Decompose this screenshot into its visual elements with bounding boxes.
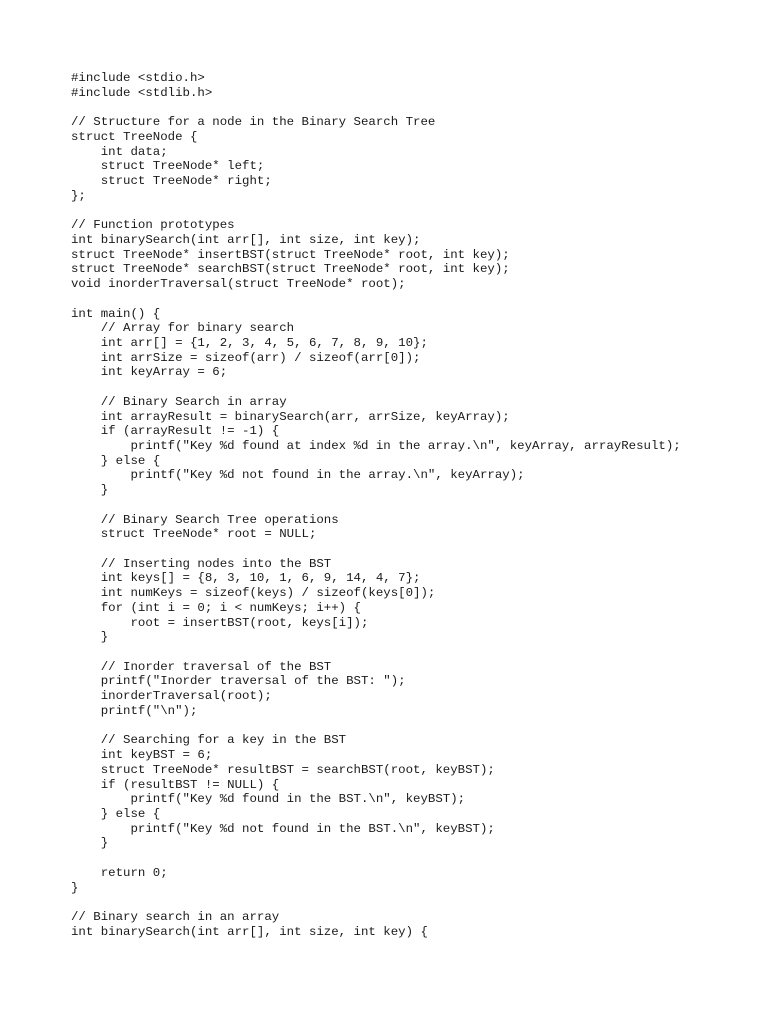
code-line: if (arrayResult != -1) { <box>71 424 280 439</box>
code-line: printf("Inorder traversal of the BST: "); <box>71 674 406 689</box>
code-line: } <box>71 630 109 645</box>
code-line <box>71 292 681 307</box>
code-block <box>71 71 681 939</box>
code-line: } <box>71 836 109 851</box>
code-line: // Structure for a node in the Binary Search Tree <box>71 115 436 130</box>
code-line: int arr[] = {1, 2, 3, 4, 5, 6, 7, 8, 9, 10}; <box>71 335 428 350</box>
code-line <box>71 498 681 513</box>
code-line: struct TreeNode* insertBST(struct TreeNode* root, int key); <box>71 247 510 262</box>
code-line: // Inorder traversal of the BST <box>71 659 332 674</box>
code-line: printf("Key %d found at index %d in the array.\n", keyArray, arrayResult); <box>71 438 681 453</box>
code-line: int keyArray = 6; <box>71 365 228 380</box>
code-line: struct TreeNode { <box>71 129 198 144</box>
code-line <box>71 100 681 115</box>
code-line: struct TreeNode* searchBST(struct TreeNode* root, int key); <box>71 262 510 277</box>
code-line: } else { <box>71 806 161 821</box>
code-line: // Array for binary search <box>71 321 295 336</box>
code-line <box>71 851 681 866</box>
code-line: for (int i = 0; i < numKeys; i++) { <box>71 600 361 615</box>
code-line: #include <stdlib.h> <box>71 85 213 100</box>
code-line: struct TreeNode* root = NULL; <box>71 527 317 542</box>
code-line: void inorderTraversal(struct TreeNode* root); <box>71 277 406 292</box>
code-line: // Binary search in an array <box>71 909 280 924</box>
code-line: int keyBST = 6; <box>71 748 213 763</box>
code-line <box>71 203 681 218</box>
code-line: // Searching for a key in the BST <box>71 733 347 748</box>
code-line: int data; <box>71 144 168 159</box>
code-line: }; <box>71 188 86 203</box>
code-line: struct TreeNode* resultBST = searchBST(root, keyBST); <box>71 762 495 777</box>
code-line <box>71 719 681 734</box>
code-line: return 0; <box>71 865 168 880</box>
code-line: int keys[] = {8, 3, 10, 1, 6, 9, 14, 4, 7}; <box>71 571 421 586</box>
code-line <box>71 645 681 660</box>
code-line: // Function prototypes <box>71 218 235 233</box>
code-line: printf("\n"); <box>71 703 198 718</box>
code-line <box>71 380 681 395</box>
code-line: int binarySearch(int arr[], int size, int key); <box>71 232 421 247</box>
code-line: int binarySearch(int arr[], int size, int key) { <box>71 924 428 939</box>
code-line: printf("Key %d not found in the array.\n", keyArray); <box>71 468 525 483</box>
code-line: if (resultBST != NULL) { <box>71 777 280 792</box>
code-line: // Inserting nodes into the BST <box>71 556 332 571</box>
code-line <box>71 542 681 557</box>
code-line: } else { <box>71 453 161 468</box>
code-line: int main() { <box>71 306 161 321</box>
code-line: struct TreeNode* left; <box>71 159 265 174</box>
code-line: // Binary Search in array <box>71 394 287 409</box>
code-line: } <box>71 880 79 895</box>
code-line: #include <stdio.h> <box>71 71 205 85</box>
code-line: root = insertBST(root, keys[i]); <box>71 615 369 630</box>
code-line: int arrSize = sizeof(arr) / sizeof(arr[0]); <box>71 350 421 365</box>
code-line: } <box>71 483 109 498</box>
code-line: // Binary Search Tree operations <box>71 512 339 527</box>
code-line: struct TreeNode* right; <box>71 174 272 189</box>
code-line: int arrayResult = binarySearch(arr, arrSize, keyArray); <box>71 409 510 424</box>
code-line: printf("Key %d found in the BST.\n", keyBST); <box>71 792 466 807</box>
code-line: int numKeys = sizeof(keys) / sizeof(keys[0]); <box>71 586 436 601</box>
code-line: printf("Key %d not found in the BST.\n", keyBST); <box>71 821 495 836</box>
code-line <box>71 895 681 910</box>
code-line: inorderTraversal(root); <box>71 689 272 704</box>
